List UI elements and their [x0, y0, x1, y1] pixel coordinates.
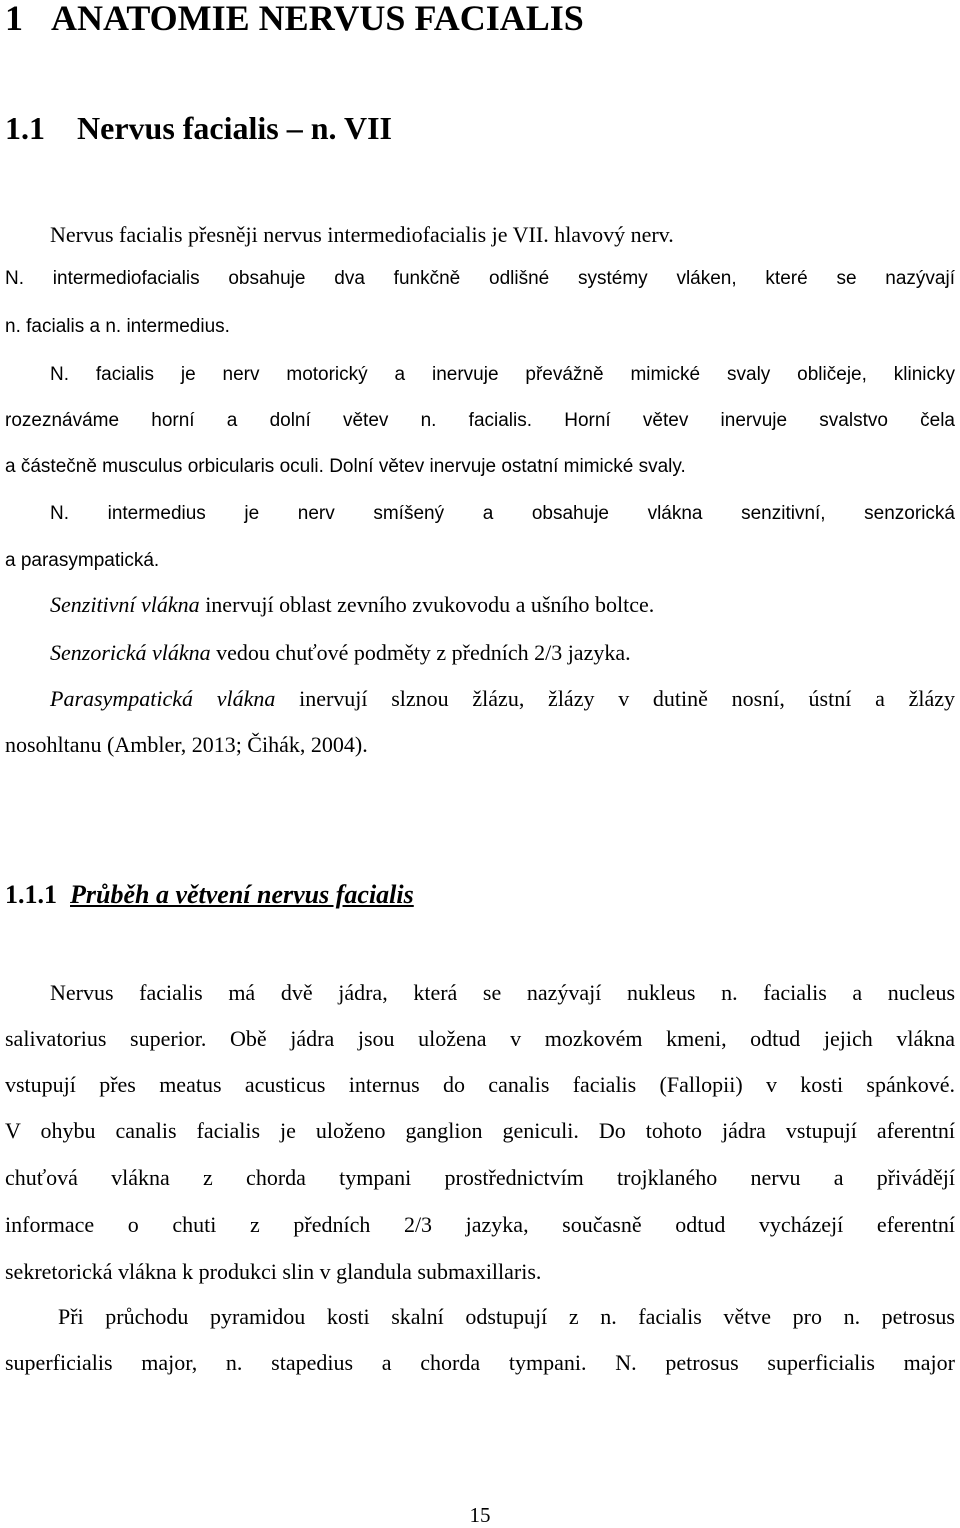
parasympathetic-fibers-term: Parasympatická vlákna: [50, 686, 276, 711]
intro-line-7: N. intermedius je nerv smíšený a obsahuje vlákna senzitivní, senzorická: [50, 503, 955, 524]
chapter-title: ANATOMIE NERVUS FACIALIS: [51, 0, 584, 38]
course-line-9: superficialis major, n. stapedius a chorda tympani. N. petrosus superficialis major: [5, 1350, 955, 1375]
intro-line-2: N. intermediofacialis obsahuje dva funkčně odlišné systémy vláken, které se nazývají: [5, 268, 955, 289]
intro-line-12: nosohltanu (Ambler, 2013; Čihák, 2004).: [5, 732, 368, 757]
subsection-number: 1.1.1: [5, 880, 57, 909]
intro-line-6: a částečně musculus orbicularis oculi. Dolní větev inervuje ostatní mimické svaly.: [5, 456, 686, 477]
course-line-5: chuťová vlákna z chorda tympani prostřednictvím trojklaného nervu a přivádějí: [5, 1165, 955, 1190]
section-number: 1.1: [5, 110, 45, 146]
course-line-8: Při průchodu pyramidou kosti skalní odstupují z n. facialis větve pro n. petrosus: [58, 1304, 955, 1329]
intro-line-3: n. facialis a n. intermedius.: [5, 316, 230, 337]
course-line-1: Nervus facialis má dvě jádra, která se nazývají nukleus n. facialis a nucleus: [50, 980, 955, 1005]
course-line-2: salivatorius superior. Obě jádra jsou uložena v mozkovém kmeni, odtud jejich vlákna: [5, 1026, 955, 1051]
section-heading: [5, 110, 392, 147]
intro-line-1: Nervus facialis přesněji nervus intermediofacialis je VII. hlavový nerv.: [50, 222, 674, 247]
course-line-4: V ohybu canalis facialis je uloženo ganglion geniculi. Do tohoto jádra vstupují aferentní: [5, 1118, 955, 1143]
intro-line-8: a parasympatická.: [5, 550, 160, 571]
subsection-title: Průběh a větvení nervus facialis: [70, 880, 414, 909]
course-line-3: vstupují přes meatus acusticus internus do canalis facialis (Fallopii) v kosti spánkové.: [5, 1072, 955, 1097]
intro-line-9: Senzitivní vlákna inervují oblast zevního zvukovodu a ušního boltce.: [50, 592, 655, 617]
intro-line-10: Senzorická vlákna vedou chuťové podměty z předních 2/3 jazyka.: [50, 640, 631, 665]
course-line-7: sekretorická vlákna k produkci slin v glandula submaxillaris.: [5, 1259, 542, 1284]
section-title: Nervus facialis – n. VII: [77, 110, 392, 146]
sensitive-fibers-term: Senzitivní vlákna: [50, 592, 200, 617]
intro-line-5: rozeznáváme horní a dolní větev n. facialis. Horní větev inervuje svalstvo čela: [5, 410, 955, 431]
subsection-heading: [5, 880, 414, 910]
course-line-6: informace o chuti z předních 2/3 jazyka, současně odtud vycházejí eferentní: [5, 1212, 955, 1237]
intro-line-4: N. facialis je nerv motorický a inervuje převážně mimické svaly obličeje, klinicky: [50, 364, 955, 385]
intro-line-11: Parasympatická vlákna inervují slznou žlázu, žlázy v dutině nosní, ústní a žlázy: [50, 686, 955, 711]
page-number: 15: [469, 1503, 491, 1527]
chapter-heading: [5, 0, 584, 39]
chapter-number: 1: [5, 0, 23, 38]
sensory-fibers-term: Senzorická vlákna: [50, 640, 211, 665]
